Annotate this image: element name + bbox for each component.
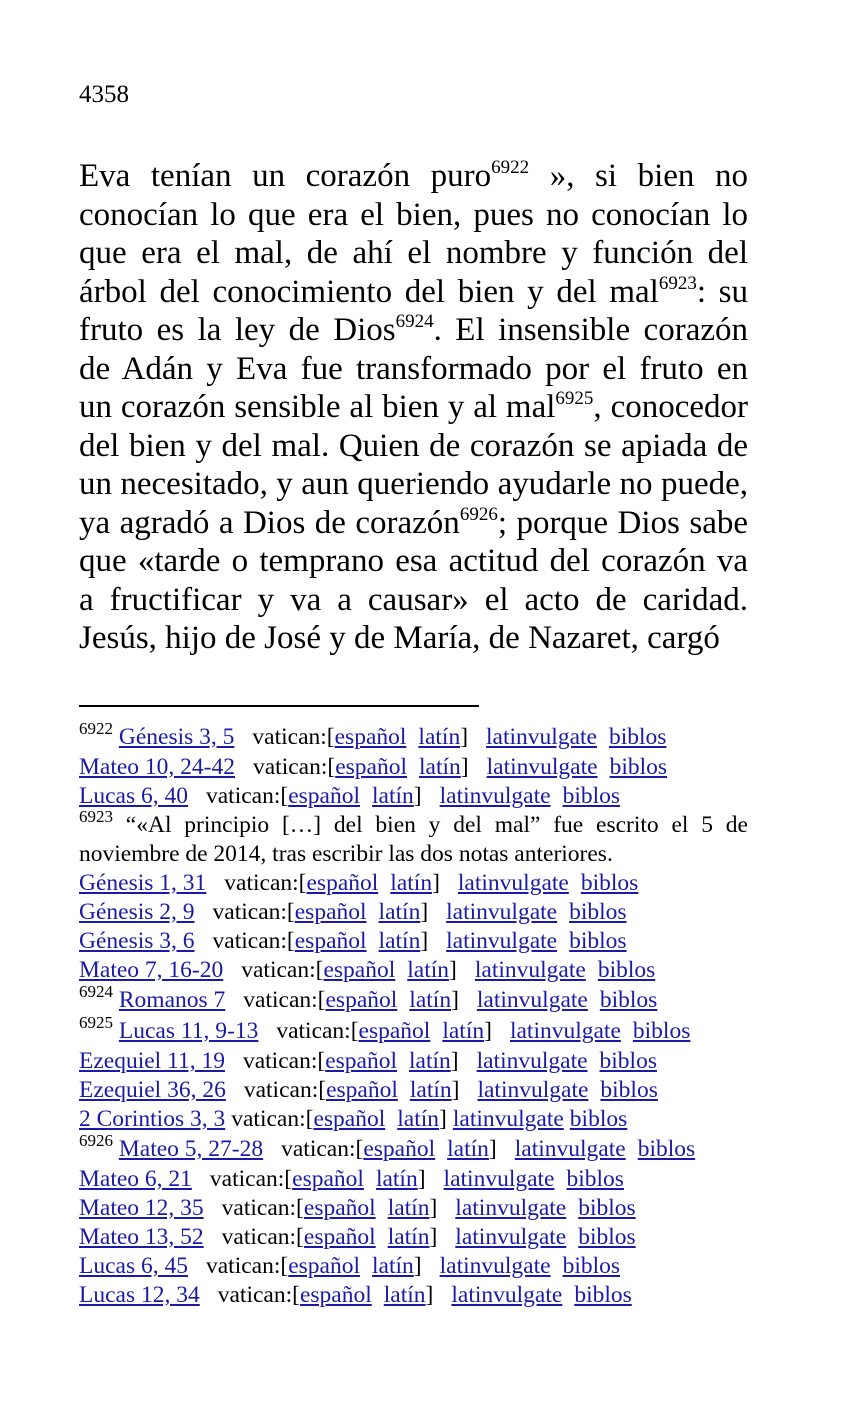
footnote-line (79, 753, 748, 782)
espanol-link[interactable]: español (294, 928, 367, 954)
bible-ref-link[interactable]: Génesis 3, 5 (118, 724, 235, 750)
footnote-number: 6924 (79, 982, 113, 1001)
latinvulgate-link[interactable]: latinvulgate (446, 899, 558, 925)
bracket-close: ] (420, 899, 429, 925)
latin-link[interactable]: latín (397, 1106, 440, 1132)
footnote-line (79, 1252, 748, 1281)
latin-link[interactable]: latín (372, 1253, 414, 1279)
main-text (79, 157, 748, 658)
bracket-close: ] (450, 1048, 459, 1074)
latinvulgate-link[interactable]: latinvulgate (486, 754, 598, 780)
footnote-line (79, 719, 748, 753)
vatican-label: vatican:[ (212, 928, 295, 954)
footnote-line (79, 1131, 748, 1165)
espanol-link[interactable]: español (335, 754, 408, 780)
bible-ref-link[interactable]: Mateo 7, 16-20 (79, 957, 224, 983)
latinvulgate-link[interactable]: latinvulgate (474, 957, 586, 983)
espanol-link[interactable]: español (325, 1048, 397, 1074)
vatican-label: vatican:[ (252, 724, 335, 750)
latinvulgate-link[interactable]: latinvulgate (446, 928, 558, 954)
bible-ref-link[interactable]: Mateo 13, 52 (79, 1224, 204, 1250)
body-line: un corazón sensible al bien y al mal$^{6925}$, conocedor (79, 388, 748, 425)
espanol-link[interactable]: español (288, 1253, 361, 1279)
footnote-line (79, 927, 748, 956)
bracket-close: ] (417, 1166, 426, 1192)
vatican-label: vatican:[ (212, 899, 295, 925)
espanol-link[interactable]: español (288, 783, 361, 809)
bracket-close: ] (420, 928, 429, 954)
latinvulgate-link[interactable]: latinvulgate (439, 783, 551, 809)
latin-link[interactable]: latín (407, 957, 450, 983)
body-line: conocían lo que era el bien, pues no conocían lo (79, 196, 748, 233)
biblos-link[interactable]: biblos (597, 957, 656, 983)
vatican-label: vatican:[ (206, 783, 289, 809)
footnote-line (79, 1223, 748, 1252)
footnote-marker: 6926 (459, 503, 498, 525)
latin-link[interactable]: latín (409, 1077, 452, 1103)
footnote-line (79, 1194, 748, 1223)
footnote-marker: 6922 (491, 157, 530, 178)
footnote-line (79, 898, 748, 927)
bible-ref-link[interactable]: Ezequiel 11, 19 (79, 1048, 225, 1074)
footnote-line (79, 1281, 748, 1310)
espanol-link[interactable]: español (363, 1136, 436, 1162)
footnote-number: 6925 (79, 1013, 113, 1032)
latin-link[interactable]: latín (387, 1224, 430, 1250)
latinvulgate-link[interactable]: latinvulgate (455, 1224, 567, 1250)
biblos-link[interactable]: biblos (608, 724, 667, 750)
bible-ref-link[interactable]: Génesis 2, 9 (79, 899, 195, 925)
latin-link[interactable]: latín (378, 899, 421, 925)
vatican-label: vatican:[ (241, 957, 324, 983)
footnotes (79, 719, 748, 1310)
biblos-link[interactable]: biblos (569, 1106, 628, 1132)
biblos-link[interactable]: biblos (574, 1282, 632, 1308)
biblos-link[interactable]: biblos (578, 1224, 636, 1250)
footnote-marker: 6924 (395, 311, 434, 332)
bible-ref-link[interactable]: Mateo 12, 35 (79, 1195, 204, 1221)
footnote-text: $^{6923}$ “«Al principio […] del bien y del mal” fue escrito el 5 de noviembre de 2014, tras escribir las dos notas anteriores. (79, 807, 748, 867)
vatican-label: vatican:[ (243, 987, 326, 1013)
bible-ref-link[interactable]: Génesis 3, 6 (79, 928, 195, 954)
footnote-line (79, 869, 748, 898)
biblos-link[interactable]: biblos (562, 1253, 621, 1279)
espanol-link[interactable]: español (294, 899, 367, 925)
footnote-line (79, 1047, 748, 1076)
body-line: un necesitado, y aun queriendo ayudarle no puede, (79, 466, 748, 502)
latinvulgate-link[interactable]: latinvulgate (439, 1253, 551, 1279)
latin-link[interactable]: latín (375, 1166, 418, 1192)
espanol-link[interactable]: español (323, 957, 396, 983)
footnote-marker: 6925 (555, 388, 594, 409)
biblos-link[interactable]: biblos (637, 1136, 696, 1162)
body-line: Eva tenían un corazón puro$^{6922}$ », si bien no (79, 157, 748, 194)
latin-link[interactable]: latín (378, 928, 421, 954)
biblos-link[interactable]: biblos (562, 783, 621, 809)
latin-link[interactable]: latín (372, 783, 414, 809)
bible-ref-link[interactable]: Mateo 10, 24-42 (79, 754, 235, 780)
bible-ref-link[interactable]: Lucas 12, 34 (79, 1282, 200, 1308)
latin-link[interactable]: latín (387, 1195, 430, 1221)
bible-ref-link[interactable]: Lucas 6, 45 (79, 1253, 188, 1279)
latinvulgate-link[interactable]: latinvulgate (457, 870, 569, 896)
bracket-close: ] (449, 957, 457, 983)
espanol-link[interactable]: español (325, 987, 398, 1013)
latin-link[interactable]: latín (383, 1282, 426, 1308)
bracket-close: ] (488, 1136, 497, 1162)
bracket-close: ] (413, 1253, 422, 1279)
bible-ref-link[interactable]: Mateo 6, 21 (79, 1166, 192, 1192)
footnote-line (79, 782, 748, 811)
body-line: árbol del conocimiento del bien y del mal$^{6923}$: su (79, 272, 749, 310)
footnote-line (79, 1013, 748, 1047)
espanol-link[interactable]: español (326, 1077, 398, 1103)
body-line: ya agradó a Dios de corazón$^{6926}$; porque Dios sabe (79, 503, 748, 541)
latin-link[interactable]: latín (418, 724, 461, 750)
vatican-label: vatican:[ (221, 1224, 304, 1250)
bible-ref-link[interactable]: 2 Corintios 3, 3 (79, 1106, 226, 1132)
bracket-close: ] (460, 724, 469, 750)
bible-ref-link[interactable]: Lucas 11, 9-13 (118, 1018, 259, 1044)
espanol-link[interactable]: español (303, 1224, 376, 1250)
vatican-label: vatican:[ (253, 754, 336, 780)
biblos-link[interactable]: biblos (599, 987, 658, 1013)
footnote-number: 6926 (79, 1131, 113, 1150)
body-line: fruto es la ley de Dios$^{6924}$. El insensible corazón (79, 311, 748, 348)
vatican-label: vatican:[ (217, 1282, 300, 1308)
vatican-label: vatican:[ (221, 1195, 304, 1221)
bracket-close: ] (460, 754, 469, 780)
latin-link[interactable]: latín (447, 1136, 489, 1162)
latinvulgate-link[interactable]: latinvulgate (452, 1106, 564, 1132)
body-line: que era el mal, de ahí el nombre y función del (79, 235, 748, 271)
latin-link[interactable]: latín (409, 987, 452, 1013)
latinvulgate-link[interactable]: latinvulgate (509, 1018, 621, 1044)
vatican-label: vatican:[ (231, 1106, 314, 1132)
bracket-close: ] (451, 987, 459, 1013)
espanol-link[interactable]: español (292, 1166, 364, 1192)
footnote-line (79, 956, 748, 985)
body-line: Jesús, hijo de José y de María, de Nazaret, cargó (79, 620, 720, 656)
bible-ref-link[interactable]: Romanos 7 (118, 987, 226, 1013)
latinvulgate-link[interactable]: latinvulgate (476, 987, 588, 1013)
bible-ref-link[interactable]: Génesis 1, 31 (79, 870, 207, 896)
footnote-separator (79, 705, 479, 707)
bracket-close: ] (451, 1077, 460, 1103)
latinvulgate-link[interactable]: latinvulgate (486, 724, 597, 750)
bracket-close: ] (484, 1018, 492, 1044)
body-line: a fructificar y va a causar» el acto de caridad. (79, 581, 748, 618)
footnote-line (79, 1105, 748, 1134)
vatican-label: vatican:[ (224, 870, 307, 896)
espanol-link[interactable]: español (299, 1282, 372, 1308)
vatican-label: vatican:[ (281, 1136, 364, 1162)
bracket-close: ] (413, 783, 422, 809)
footnote-marker: 6923 (658, 272, 697, 294)
vatican-label: vatican:[ (276, 1018, 359, 1044)
footnote-line (79, 982, 748, 1016)
vatican-label: vatican:[ (209, 1166, 293, 1192)
body-line: del bien y del mal. Quien de corazón se apiada de (79, 427, 748, 464)
footnote-number: 6923 (79, 807, 113, 826)
vatican-label: vatican:[ (242, 1048, 326, 1074)
bible-ref-link[interactable]: Ezequiel 36, 26 (79, 1077, 226, 1103)
biblos-link[interactable]: biblos (632, 1018, 691, 1044)
bracket-close: ] (429, 1195, 438, 1221)
latin-link[interactable]: latín (390, 870, 433, 896)
latinvulgate-link[interactable]: latinvulgate (514, 1136, 626, 1162)
biblos-link[interactable]: biblos (569, 899, 627, 925)
biblos-link[interactable]: biblos (599, 1048, 657, 1074)
footnote-number: 6922 (79, 719, 113, 738)
biblos-link[interactable]: biblos (578, 1195, 636, 1221)
latinvulgate-link[interactable]: latinvulgate (451, 1282, 563, 1308)
biblos-link[interactable]: biblos (600, 1077, 658, 1103)
biblos-link[interactable]: biblos (566, 1166, 624, 1192)
bracket-close: ] (429, 1224, 438, 1250)
body-line: de Adán y Eva fue transformado por el fruto en (79, 350, 748, 387)
bracket-close: ] (439, 1106, 447, 1132)
latin-link[interactable]: latín (442, 1018, 485, 1044)
biblos-link[interactable]: biblos (569, 928, 627, 954)
espanol-link[interactable]: español (306, 870, 379, 896)
vatican-label: vatican:[ (206, 1253, 289, 1279)
espanol-link[interactable]: español (313, 1106, 386, 1132)
espanol-link[interactable]: español (358, 1018, 431, 1044)
bracket-close: ] (425, 1282, 434, 1308)
latinvulgate-link[interactable]: latinvulgate (455, 1195, 567, 1221)
latin-link[interactable]: latín (419, 754, 461, 780)
page-number: 4358 (79, 81, 129, 108)
biblos-link[interactable]: biblos (609, 754, 668, 780)
espanol-link[interactable]: español (334, 724, 407, 750)
latinvulgate-link[interactable]: latinvulgate (476, 1048, 588, 1074)
bible-ref-link[interactable]: Mateo 5, 27-28 (118, 1136, 264, 1162)
biblos-link[interactable]: biblos (580, 870, 639, 896)
espanol-link[interactable]: español (303, 1195, 376, 1221)
footnote-line (79, 1076, 748, 1105)
latinvulgate-link[interactable]: latinvulgate (477, 1077, 589, 1103)
footnote-line (79, 1165, 748, 1194)
body-line: que «tarde o temprano esa actitud del corazón va (79, 543, 748, 579)
bible-ref-link[interactable]: Lucas 6, 40 (79, 783, 188, 809)
bracket-close: ] (432, 870, 440, 896)
vatican-label: vatican:[ (243, 1077, 327, 1103)
latin-link[interactable]: latín (408, 1048, 451, 1074)
latinvulgate-link[interactable]: latinvulgate (443, 1166, 555, 1192)
